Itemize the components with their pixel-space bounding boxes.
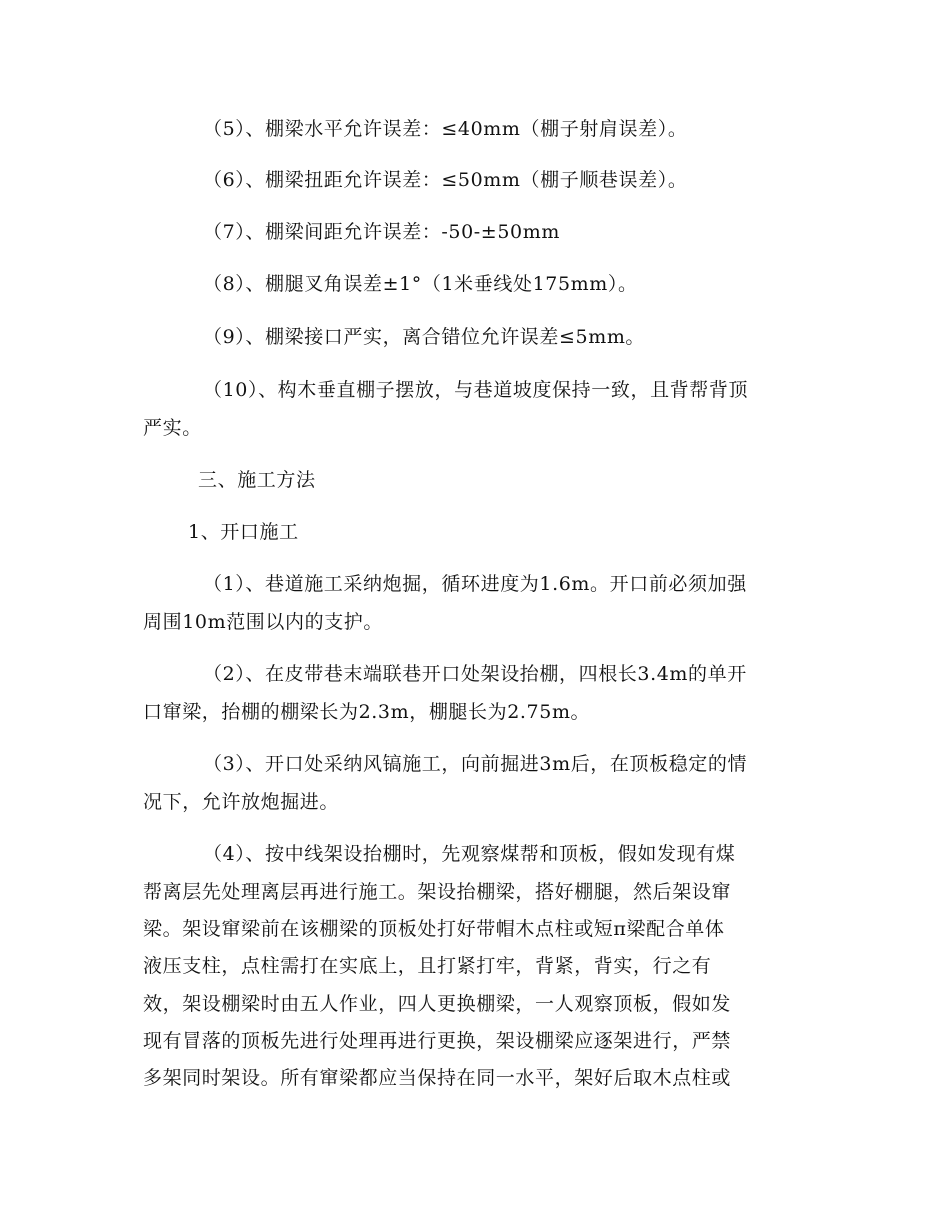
para-1-line-1: （1）、巷道施工采纳炮掘，循环进度为1.6m。开口前必须加强: [203, 573, 747, 595]
para-2-line-2: 口窜梁，抬棚的棚梁长为2.3m，棚腿长为2.75m。: [143, 701, 591, 723]
para-4-line-6: 现有冒落的顶板先进行处理再进行更换，架设棚梁应逐架进行，严禁: [143, 1030, 732, 1052]
para-3-line-1: （3）、开口处采纳风镐施工，向前掘进3m后，在顶板稳定的情: [203, 753, 748, 775]
item-7: （7）、棚梁间距允许误差：-50-±50mm: [203, 221, 560, 243]
para-4-line-7: 多架同时架设。所有窜梁都应当保持在同一水平，架好后取木点柱或: [143, 1067, 732, 1089]
para-1-line-2: 周围10m范围以内的支护。: [143, 611, 383, 633]
para-4-line-2: 帮离层先处理离层再进行施工。架设抬棚梁，搭好棚腿，然后架设窜: [143, 881, 732, 903]
item-5: （5）、棚梁水平允许误差：≤40mm（棚子射肩误差）。: [203, 118, 688, 140]
para-4-line-1: （4）、按中线架设抬棚时，先观察煤帮和顶板，假如发现有煤: [203, 843, 736, 865]
para-2-line-1: （2）、在皮带巷末端联巷开口处架设抬棚，四根长3.4m的单开: [203, 663, 747, 685]
para-4-line-5: 效，架设棚梁时由五人作业，四人更换棚梁，一人观察顶板，假如发: [143, 993, 732, 1015]
item-8: （8）、棚腿叉角误差±1°（1米垂线处175mm）。: [203, 273, 638, 295]
subsection-heading: 1、开口施工: [188, 521, 299, 543]
item-6: （6）、棚梁扭距允许误差：≤50mm（棚子顺巷误差）。: [203, 169, 688, 191]
item-10-line-2: 严实。: [143, 417, 202, 439]
para-4-line-3: 梁。架设窜梁前在该棚梁的顶板处打好带帽木点柱或短π梁配合单体: [143, 918, 725, 940]
para-4-line-4: 液压支柱，点柱需打在实底上，且打紧打牢，背紧，背实，行之有: [143, 955, 712, 977]
section-heading: 三、施工方法: [198, 469, 316, 491]
para-3-line-2: 况下，允许放炮掘进。: [143, 791, 340, 813]
item-10-line-1: （10）、构木垂直棚子摆放，与巷道坡度保持一致，且背帮背顶: [203, 379, 749, 401]
item-9: （9）、棚梁接口严实，离合错位允许误差≤5mm。: [203, 326, 646, 348]
